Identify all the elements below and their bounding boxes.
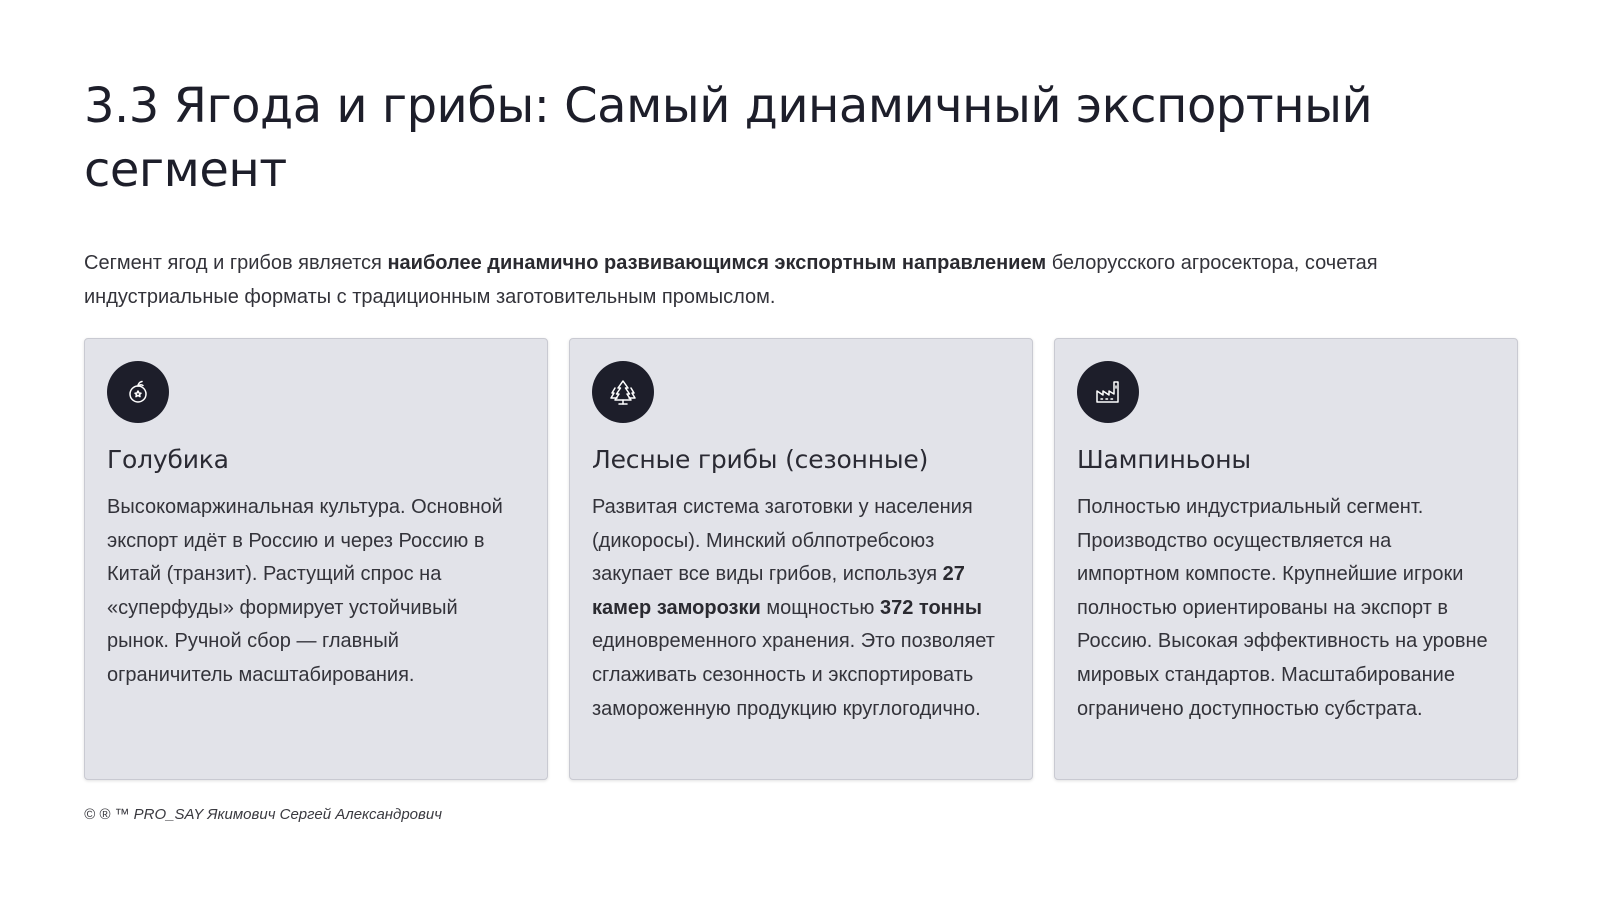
card-text [592, 491, 1010, 726]
footer-copyright: © ® ™ PRO_SAY Якимович Сергей Александрович [84, 806, 442, 823]
icon-badge [107, 361, 169, 423]
intro-text-start: Сегмент ягод и грибов является [84, 252, 388, 274]
cards-row [84, 338, 1524, 780]
trees-icon [608, 377, 638, 407]
intro-text-bold: наиболее динамично развивающимся экспортным направлением [387, 252, 1047, 274]
card-title: Шампиньоны [1077, 445, 1251, 474]
card-text-part: мощностью [760, 596, 880, 619]
card-champignons [1054, 338, 1518, 780]
card-title: Лесные грибы (сезонные) [592, 445, 929, 474]
factory-icon [1093, 377, 1123, 407]
icon-badge [592, 361, 654, 423]
page-title: 3.3 Ягода и грибы: Самый динамичный экспортный сегмент [84, 78, 1373, 198]
card-text-bold: 27 камер заморозки [592, 563, 965, 619]
card-blueberry [84, 338, 548, 780]
card-text-bold: 372 тонны [880, 596, 982, 619]
card-text: Высокомаржинальная культура. Основной экспорт идёт в Россию и через Россию в Китай (транзит). Растущий спрос на «суперфуды» формирует устойчивый рынок. Ручной сбор — главный ограничитель масштабирования. [107, 496, 503, 686]
fruit-icon [123, 377, 153, 407]
card-text-part: единовременного хранения. Это позволяет сглаживать сезонность и экспортировать замороженную продукцию круглогодично. [592, 630, 995, 720]
card-text: Полностью индустриальный сегмент. Производство осуществляется на импортном компосте. Крупнейшие игроки полностью ориентированы на экспорт в Россию. Высокая эффективность на уровне мировых стандартов. Масштабирование ограничено доступностью субстрата. [1077, 496, 1488, 720]
card-text-part: Развитая система заготовки у населения (дикоросы). Минский облпотребсоюз закупает все виды грибов, используя [592, 496, 973, 586]
card-title: Голубика [107, 445, 229, 474]
card-forest-mushrooms [569, 338, 1033, 780]
icon-badge [1077, 361, 1139, 423]
intro-paragraph [84, 246, 1514, 314]
intro-text-end: белорусского агросектора, сочетая индустриальные форматы с традиционным заготовительным промыслом. [84, 252, 1378, 308]
